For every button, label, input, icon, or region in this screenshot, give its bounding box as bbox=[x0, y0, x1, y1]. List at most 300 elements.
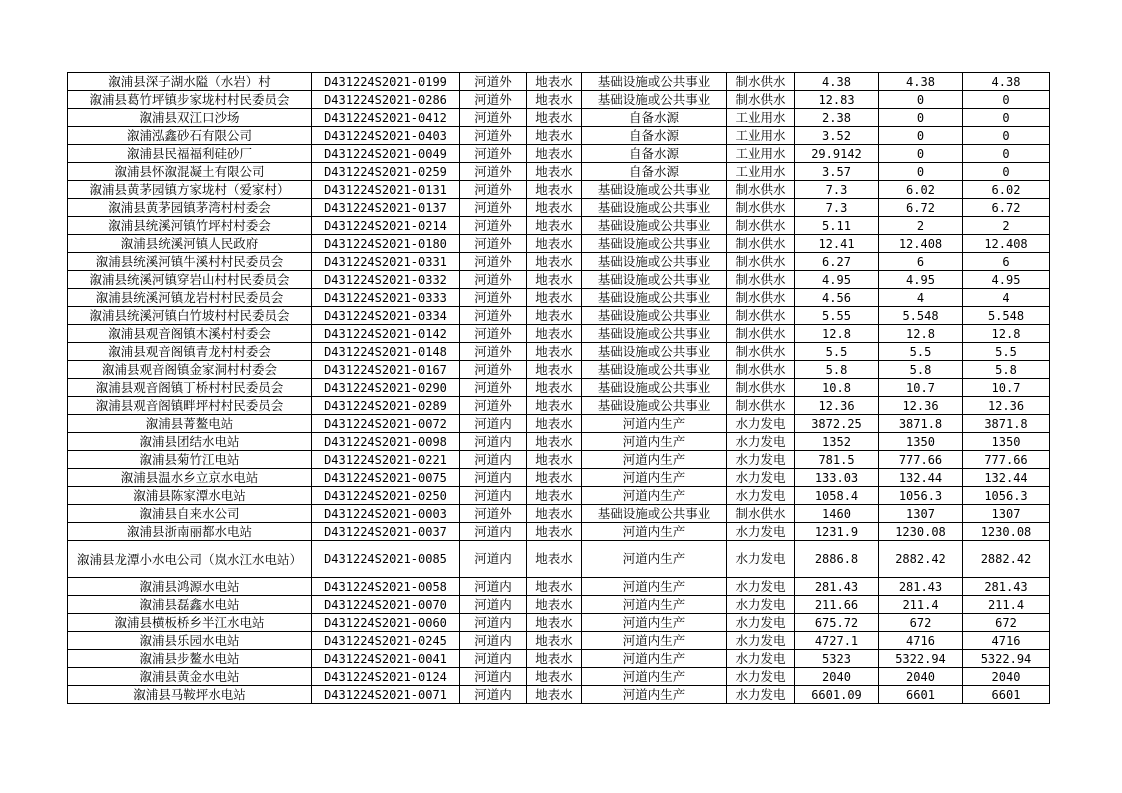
intake-location-cell: 河道外 bbox=[460, 271, 527, 289]
value-3-cell: 0 bbox=[963, 163, 1050, 181]
value-1-cell: 4.56 bbox=[795, 289, 879, 307]
value-2-cell: 5.548 bbox=[879, 307, 963, 325]
value-3-cell: 2040 bbox=[963, 668, 1050, 686]
intake-location-cell: 河道内 bbox=[460, 433, 527, 451]
holder-name-cell: 溆浦县菁鳌电站 bbox=[68, 415, 312, 433]
value-1-cell: 12.41 bbox=[795, 235, 879, 253]
use-category-cell: 基础设施或公共事业 bbox=[582, 217, 727, 235]
value-2-cell: 5.8 bbox=[879, 361, 963, 379]
table-row bbox=[68, 632, 1050, 650]
use-category-cell: 基础设施或公共事业 bbox=[582, 271, 727, 289]
intake-location-cell: 河道内 bbox=[460, 523, 527, 541]
use-type-cell: 水力发电 bbox=[727, 632, 795, 650]
intake-location-cell: 河道外 bbox=[460, 379, 527, 397]
value-1-cell: 4727.1 bbox=[795, 632, 879, 650]
value-1-cell: 5.55 bbox=[795, 307, 879, 325]
value-2-cell: 4.38 bbox=[879, 73, 963, 91]
value-3-cell: 6 bbox=[963, 253, 1050, 271]
use-type-cell: 制水供水 bbox=[727, 181, 795, 199]
holder-name-cell: 溆浦县黄茅园镇方家垅村（爱家村） bbox=[68, 181, 312, 199]
use-type-cell: 工业用水 bbox=[727, 109, 795, 127]
value-2-cell: 1056.3 bbox=[879, 487, 963, 505]
use-type-cell: 制水供水 bbox=[727, 289, 795, 307]
permit-code-cell: D431224S2021-0075 bbox=[312, 469, 460, 487]
table-row bbox=[68, 668, 1050, 686]
table-row bbox=[68, 433, 1050, 451]
intake-location-cell: 河道外 bbox=[460, 505, 527, 523]
intake-location-cell: 河道内 bbox=[460, 487, 527, 505]
use-category-cell: 基础设施或公共事业 bbox=[582, 73, 727, 91]
water-source-cell: 地表水 bbox=[527, 668, 582, 686]
table-row bbox=[68, 596, 1050, 614]
value-3-cell: 2882.42 bbox=[963, 541, 1050, 578]
water-source-cell: 地表水 bbox=[527, 686, 582, 704]
water-source-cell: 地表水 bbox=[527, 361, 582, 379]
holder-name-cell: 溆浦县鸿源水电站 bbox=[68, 578, 312, 596]
use-type-cell: 水力发电 bbox=[727, 415, 795, 433]
value-3-cell: 5322.94 bbox=[963, 650, 1050, 668]
use-category-cell: 河道内生产 bbox=[582, 541, 727, 578]
table-row bbox=[68, 73, 1050, 91]
use-category-cell: 河道内生产 bbox=[582, 523, 727, 541]
value-3-cell: 0 bbox=[963, 91, 1050, 109]
value-2-cell: 12.8 bbox=[879, 325, 963, 343]
use-category-cell: 基础设施或公共事业 bbox=[582, 343, 727, 361]
intake-location-cell: 河道外 bbox=[460, 253, 527, 271]
value-2-cell: 5322.94 bbox=[879, 650, 963, 668]
use-type-cell: 制水供水 bbox=[727, 253, 795, 271]
table-row bbox=[68, 505, 1050, 523]
value-3-cell: 2 bbox=[963, 217, 1050, 235]
holder-name-cell: 溆浦县观音阁镇木溪村村委会 bbox=[68, 325, 312, 343]
use-category-cell: 基础设施或公共事业 bbox=[582, 253, 727, 271]
water-source-cell: 地表水 bbox=[527, 109, 582, 127]
water-source-cell: 地表水 bbox=[527, 505, 582, 523]
permit-code-cell: D431224S2021-0003 bbox=[312, 505, 460, 523]
intake-location-cell: 河道外 bbox=[460, 145, 527, 163]
intake-location-cell: 河道内 bbox=[460, 632, 527, 650]
use-type-cell: 水力发电 bbox=[727, 487, 795, 505]
use-category-cell: 自备水源 bbox=[582, 127, 727, 145]
use-type-cell: 水力发电 bbox=[727, 668, 795, 686]
water-source-cell: 地表水 bbox=[527, 145, 582, 163]
permit-code-cell: D431224S2021-0245 bbox=[312, 632, 460, 650]
value-1-cell: 5.5 bbox=[795, 343, 879, 361]
holder-name-cell: 溆浦县统溪河镇人民政府 bbox=[68, 235, 312, 253]
use-type-cell: 工业用水 bbox=[727, 163, 795, 181]
table-row bbox=[68, 163, 1050, 181]
value-3-cell: 211.4 bbox=[963, 596, 1050, 614]
use-category-cell: 河道内生产 bbox=[582, 596, 727, 614]
holder-name-cell: 溆浦县自来水公司 bbox=[68, 505, 312, 523]
value-2-cell: 777.66 bbox=[879, 451, 963, 469]
holder-name-cell: 溆浦县葛竹坪镇步家垅村村民委员会 bbox=[68, 91, 312, 109]
holder-name-cell: 溆浦县横板桥乡半江水电站 bbox=[68, 614, 312, 632]
permit-code-cell: D431224S2021-0259 bbox=[312, 163, 460, 181]
water-source-cell: 地表水 bbox=[527, 433, 582, 451]
table-row bbox=[68, 343, 1050, 361]
holder-name-cell: 溆浦县龙潭小水电公司（岚水江水电站） bbox=[68, 541, 312, 578]
value-3-cell: 1056.3 bbox=[963, 487, 1050, 505]
use-type-cell: 制水供水 bbox=[727, 73, 795, 91]
value-1-cell: 2886.8 bbox=[795, 541, 879, 578]
intake-location-cell: 河道内 bbox=[460, 578, 527, 596]
permit-code-cell: D431224S2021-0332 bbox=[312, 271, 460, 289]
intake-location-cell: 河道外 bbox=[460, 307, 527, 325]
value-1-cell: 3872.25 bbox=[795, 415, 879, 433]
table-row bbox=[68, 235, 1050, 253]
intake-location-cell: 河道内 bbox=[460, 614, 527, 632]
value-1-cell: 5323 bbox=[795, 650, 879, 668]
value-2-cell: 6.02 bbox=[879, 181, 963, 199]
intake-location-cell: 河道外 bbox=[460, 199, 527, 217]
use-type-cell: 水力发电 bbox=[727, 523, 795, 541]
value-3-cell: 4.95 bbox=[963, 271, 1050, 289]
intake-location-cell: 河道外 bbox=[460, 325, 527, 343]
value-2-cell: 2040 bbox=[879, 668, 963, 686]
table-row bbox=[68, 91, 1050, 109]
use-type-cell: 水力发电 bbox=[727, 650, 795, 668]
use-category-cell: 自备水源 bbox=[582, 109, 727, 127]
value-2-cell: 4 bbox=[879, 289, 963, 307]
use-category-cell: 自备水源 bbox=[582, 163, 727, 181]
use-category-cell: 河道内生产 bbox=[582, 614, 727, 632]
value-2-cell: 0 bbox=[879, 145, 963, 163]
value-3-cell: 132.44 bbox=[963, 469, 1050, 487]
water-source-cell: 地表水 bbox=[527, 451, 582, 469]
water-source-cell: 地表水 bbox=[527, 632, 582, 650]
value-2-cell: 1230.08 bbox=[879, 523, 963, 541]
value-3-cell: 6601 bbox=[963, 686, 1050, 704]
value-2-cell: 10.7 bbox=[879, 379, 963, 397]
water-source-cell: 地表水 bbox=[527, 415, 582, 433]
use-category-cell: 河道内生产 bbox=[582, 487, 727, 505]
intake-location-cell: 河道外 bbox=[460, 73, 527, 91]
use-type-cell: 水力发电 bbox=[727, 451, 795, 469]
use-category-cell: 河道内生产 bbox=[582, 650, 727, 668]
value-1-cell: 1231.9 bbox=[795, 523, 879, 541]
use-category-cell: 基础设施或公共事业 bbox=[582, 199, 727, 217]
intake-location-cell: 河道外 bbox=[460, 217, 527, 235]
water-source-cell: 地表水 bbox=[527, 487, 582, 505]
table-row bbox=[68, 686, 1050, 704]
value-2-cell: 12.408 bbox=[879, 235, 963, 253]
value-3-cell: 777.66 bbox=[963, 451, 1050, 469]
intake-location-cell: 河道外 bbox=[460, 235, 527, 253]
use-type-cell: 制水供水 bbox=[727, 199, 795, 217]
permit-code-cell: D431224S2021-0085 bbox=[312, 541, 460, 578]
table-row bbox=[68, 578, 1050, 596]
holder-name-cell: 溆浦县双江口沙场 bbox=[68, 109, 312, 127]
water-source-cell: 地表水 bbox=[527, 253, 582, 271]
value-2-cell: 281.43 bbox=[879, 578, 963, 596]
use-category-cell: 基础设施或公共事业 bbox=[582, 235, 727, 253]
table-row bbox=[68, 361, 1050, 379]
value-1-cell: 675.72 bbox=[795, 614, 879, 632]
use-type-cell: 水力发电 bbox=[727, 433, 795, 451]
permit-code-cell: D431224S2021-0412 bbox=[312, 109, 460, 127]
use-category-cell: 基础设施或公共事业 bbox=[582, 361, 727, 379]
table-row bbox=[68, 415, 1050, 433]
permit-code-cell: D431224S2021-0058 bbox=[312, 578, 460, 596]
permit-code-cell: D431224S2021-0098 bbox=[312, 433, 460, 451]
use-category-cell: 基础设施或公共事业 bbox=[582, 397, 727, 415]
use-type-cell: 制水供水 bbox=[727, 379, 795, 397]
value-2-cell: 5.5 bbox=[879, 343, 963, 361]
permit-code-cell: D431224S2021-0071 bbox=[312, 686, 460, 704]
use-category-cell: 河道内生产 bbox=[582, 686, 727, 704]
value-3-cell: 4716 bbox=[963, 632, 1050, 650]
permit-code-cell: D431224S2021-0137 bbox=[312, 199, 460, 217]
water-source-cell: 地表水 bbox=[527, 379, 582, 397]
holder-name-cell: 溆浦县马鞍坪水电站 bbox=[68, 686, 312, 704]
holder-name-cell: 溆浦县统溪河镇穿岩山村村民委员会 bbox=[68, 271, 312, 289]
value-3-cell: 1230.08 bbox=[963, 523, 1050, 541]
value-1-cell: 2040 bbox=[795, 668, 879, 686]
permit-code-cell: D431224S2021-0041 bbox=[312, 650, 460, 668]
use-category-cell: 河道内生产 bbox=[582, 433, 727, 451]
use-category-cell: 河道内生产 bbox=[582, 668, 727, 686]
value-2-cell: 4716 bbox=[879, 632, 963, 650]
table-row bbox=[68, 451, 1050, 469]
holder-name-cell: 溆浦县陈家潭水电站 bbox=[68, 487, 312, 505]
table-row bbox=[68, 541, 1050, 578]
permit-code-cell: D431224S2021-0221 bbox=[312, 451, 460, 469]
use-category-cell: 基础设施或公共事业 bbox=[582, 289, 727, 307]
use-type-cell: 水力发电 bbox=[727, 686, 795, 704]
permit-code-cell: D431224S2021-0124 bbox=[312, 668, 460, 686]
intake-location-cell: 河道内 bbox=[460, 668, 527, 686]
value-1-cell: 1460 bbox=[795, 505, 879, 523]
value-3-cell: 5.548 bbox=[963, 307, 1050, 325]
intake-location-cell: 河道外 bbox=[460, 127, 527, 145]
holder-name-cell: 溆浦县深子湖水隘（水岩）村 bbox=[68, 73, 312, 91]
value-2-cell: 6.72 bbox=[879, 199, 963, 217]
use-type-cell: 水力发电 bbox=[727, 614, 795, 632]
value-2-cell: 2882.42 bbox=[879, 541, 963, 578]
permit-code-cell: D431224S2021-0331 bbox=[312, 253, 460, 271]
table-row bbox=[68, 289, 1050, 307]
holder-name-cell: 溆浦县菊竹江电站 bbox=[68, 451, 312, 469]
permit-code-cell: D431224S2021-0037 bbox=[312, 523, 460, 541]
use-type-cell: 水力发电 bbox=[727, 596, 795, 614]
value-1-cell: 12.8 bbox=[795, 325, 879, 343]
water-source-cell: 地表水 bbox=[527, 73, 582, 91]
value-2-cell: 1307 bbox=[879, 505, 963, 523]
water-source-cell: 地表水 bbox=[527, 650, 582, 668]
permit-code-cell: D431224S2021-0167 bbox=[312, 361, 460, 379]
value-3-cell: 0 bbox=[963, 127, 1050, 145]
use-category-cell: 基础设施或公共事业 bbox=[582, 379, 727, 397]
permit-code-cell: D431224S2021-0289 bbox=[312, 397, 460, 415]
value-1-cell: 1352 bbox=[795, 433, 879, 451]
value-1-cell: 133.03 bbox=[795, 469, 879, 487]
table-row bbox=[68, 109, 1050, 127]
value-3-cell: 12.408 bbox=[963, 235, 1050, 253]
table-row bbox=[68, 271, 1050, 289]
holder-name-cell: 溆浦县浙南丽都水电站 bbox=[68, 523, 312, 541]
use-type-cell: 制水供水 bbox=[727, 325, 795, 343]
intake-location-cell: 河道内 bbox=[460, 596, 527, 614]
permit-code-cell: D431224S2021-0199 bbox=[312, 73, 460, 91]
water-source-cell: 地表水 bbox=[527, 325, 582, 343]
value-2-cell: 3871.8 bbox=[879, 415, 963, 433]
table-row bbox=[68, 253, 1050, 271]
intake-location-cell: 河道外 bbox=[460, 109, 527, 127]
permit-code-cell: D431224S2021-0131 bbox=[312, 181, 460, 199]
value-1-cell: 3.52 bbox=[795, 127, 879, 145]
value-1-cell: 12.83 bbox=[795, 91, 879, 109]
use-category-cell: 自备水源 bbox=[582, 145, 727, 163]
value-3-cell: 0 bbox=[963, 109, 1050, 127]
use-category-cell: 河道内生产 bbox=[582, 469, 727, 487]
table-row bbox=[68, 379, 1050, 397]
table-row bbox=[68, 199, 1050, 217]
value-2-cell: 132.44 bbox=[879, 469, 963, 487]
value-2-cell: 211.4 bbox=[879, 596, 963, 614]
permit-code-cell: D431224S2021-0142 bbox=[312, 325, 460, 343]
holder-name-cell: 溆浦县观音阁镇丁桥村村民委员会 bbox=[68, 379, 312, 397]
table-row bbox=[68, 487, 1050, 505]
use-type-cell: 工业用水 bbox=[727, 145, 795, 163]
value-3-cell: 1350 bbox=[963, 433, 1050, 451]
value-1-cell: 12.36 bbox=[795, 397, 879, 415]
water-source-cell: 地表水 bbox=[527, 289, 582, 307]
value-2-cell: 0 bbox=[879, 91, 963, 109]
holder-name-cell: 溆浦县乐园水电站 bbox=[68, 632, 312, 650]
value-2-cell: 1350 bbox=[879, 433, 963, 451]
intake-location-cell: 河道外 bbox=[460, 91, 527, 109]
use-category-cell: 基础设施或公共事业 bbox=[582, 181, 727, 199]
value-3-cell: 6.02 bbox=[963, 181, 1050, 199]
value-1-cell: 1058.4 bbox=[795, 487, 879, 505]
value-1-cell: 281.43 bbox=[795, 578, 879, 596]
value-3-cell: 6.72 bbox=[963, 199, 1050, 217]
use-type-cell: 制水供水 bbox=[727, 235, 795, 253]
value-2-cell: 12.36 bbox=[879, 397, 963, 415]
use-type-cell: 制水供水 bbox=[727, 397, 795, 415]
permit-code-cell: D431224S2021-0333 bbox=[312, 289, 460, 307]
value-1-cell: 3.57 bbox=[795, 163, 879, 181]
permit-code-cell: D431224S2021-0403 bbox=[312, 127, 460, 145]
use-category-cell: 河道内生产 bbox=[582, 451, 727, 469]
holder-name-cell: 溆浦县黄金水电站 bbox=[68, 668, 312, 686]
value-1-cell: 4.95 bbox=[795, 271, 879, 289]
intake-location-cell: 河道外 bbox=[460, 289, 527, 307]
value-2-cell: 6601 bbox=[879, 686, 963, 704]
holder-name-cell: 溆浦县磊鑫水电站 bbox=[68, 596, 312, 614]
holder-name-cell: 溆浦县步鳌水电站 bbox=[68, 650, 312, 668]
use-category-cell: 基础设施或公共事业 bbox=[582, 505, 727, 523]
value-1-cell: 29.9142 bbox=[795, 145, 879, 163]
intake-location-cell: 河道内 bbox=[460, 451, 527, 469]
value-2-cell: 6 bbox=[879, 253, 963, 271]
value-1-cell: 211.66 bbox=[795, 596, 879, 614]
use-type-cell: 水力发电 bbox=[727, 469, 795, 487]
water-source-cell: 地表水 bbox=[527, 523, 582, 541]
holder-name-cell: 溆浦县团结水电站 bbox=[68, 433, 312, 451]
use-type-cell: 水力发电 bbox=[727, 578, 795, 596]
permit-code-cell: D431224S2021-0049 bbox=[312, 145, 460, 163]
table-row bbox=[68, 614, 1050, 632]
value-3-cell: 5.5 bbox=[963, 343, 1050, 361]
use-category-cell: 河道内生产 bbox=[582, 578, 727, 596]
value-3-cell: 12.36 bbox=[963, 397, 1050, 415]
holder-name-cell: 溆浦县统溪河镇牛溪村村民委员会 bbox=[68, 253, 312, 271]
holder-name-cell: 溆浦县观音阁镇青龙村村委会 bbox=[68, 343, 312, 361]
water-source-cell: 地表水 bbox=[527, 271, 582, 289]
table-row bbox=[68, 181, 1050, 199]
use-type-cell: 制水供水 bbox=[727, 505, 795, 523]
permit-code-cell: D431224S2021-0286 bbox=[312, 91, 460, 109]
value-2-cell: 4.95 bbox=[879, 271, 963, 289]
intake-location-cell: 河道外 bbox=[460, 361, 527, 379]
water-source-cell: 地表水 bbox=[527, 307, 582, 325]
value-1-cell: 10.8 bbox=[795, 379, 879, 397]
use-category-cell: 河道内生产 bbox=[582, 632, 727, 650]
value-2-cell: 672 bbox=[879, 614, 963, 632]
water-source-cell: 地表水 bbox=[527, 578, 582, 596]
permit-code-cell: D431224S2021-0214 bbox=[312, 217, 460, 235]
holder-name-cell: 溆浦泓鑫砂石有限公司 bbox=[68, 127, 312, 145]
holder-name-cell: 溆浦县统溪河镇龙岩村村民委员会 bbox=[68, 289, 312, 307]
value-3-cell: 672 bbox=[963, 614, 1050, 632]
value-3-cell: 4 bbox=[963, 289, 1050, 307]
use-category-cell: 基础设施或公共事业 bbox=[582, 325, 727, 343]
value-3-cell: 3871.8 bbox=[963, 415, 1050, 433]
holder-name-cell: 溆浦县统溪河镇白竹坡村村民委员会 bbox=[68, 307, 312, 325]
use-category-cell: 基础设施或公共事业 bbox=[582, 307, 727, 325]
table-row bbox=[68, 307, 1050, 325]
permit-code-cell: D431224S2021-0334 bbox=[312, 307, 460, 325]
intake-location-cell: 河道外 bbox=[460, 181, 527, 199]
use-type-cell: 制水供水 bbox=[727, 217, 795, 235]
intake-location-cell: 河道内 bbox=[460, 469, 527, 487]
intake-location-cell: 河道外 bbox=[460, 397, 527, 415]
water-source-cell: 地表水 bbox=[527, 199, 582, 217]
table-row bbox=[68, 127, 1050, 145]
water-source-cell: 地表水 bbox=[527, 614, 582, 632]
holder-name-cell: 溆浦县温水乡立京水电站 bbox=[68, 469, 312, 487]
permit-code-cell: D431224S2021-0180 bbox=[312, 235, 460, 253]
water-source-cell: 地表水 bbox=[527, 91, 582, 109]
water-source-cell: 地表水 bbox=[527, 127, 582, 145]
use-category-cell: 基础设施或公共事业 bbox=[582, 91, 727, 109]
water-source-cell: 地表水 bbox=[527, 397, 582, 415]
permit-code-cell: D431224S2021-0250 bbox=[312, 487, 460, 505]
table-row bbox=[68, 523, 1050, 541]
permit-code-cell: D431224S2021-0290 bbox=[312, 379, 460, 397]
value-2-cell: 0 bbox=[879, 109, 963, 127]
value-3-cell: 1307 bbox=[963, 505, 1050, 523]
permit-code-cell: D431224S2021-0148 bbox=[312, 343, 460, 361]
value-3-cell: 281.43 bbox=[963, 578, 1050, 596]
water-source-cell: 地表水 bbox=[527, 541, 582, 578]
value-1-cell: 781.5 bbox=[795, 451, 879, 469]
table-row bbox=[68, 469, 1050, 487]
intake-location-cell: 河道内 bbox=[460, 686, 527, 704]
use-type-cell: 制水供水 bbox=[727, 307, 795, 325]
use-type-cell: 制水供水 bbox=[727, 343, 795, 361]
permit-code-cell: D431224S2021-0070 bbox=[312, 596, 460, 614]
use-type-cell: 制水供水 bbox=[727, 91, 795, 109]
water-source-cell: 地表水 bbox=[527, 163, 582, 181]
value-1-cell: 5.8 bbox=[795, 361, 879, 379]
use-type-cell: 工业用水 bbox=[727, 127, 795, 145]
table-row bbox=[68, 650, 1050, 668]
intake-location-cell: 河道外 bbox=[460, 343, 527, 361]
intake-location-cell: 河道内 bbox=[460, 415, 527, 433]
